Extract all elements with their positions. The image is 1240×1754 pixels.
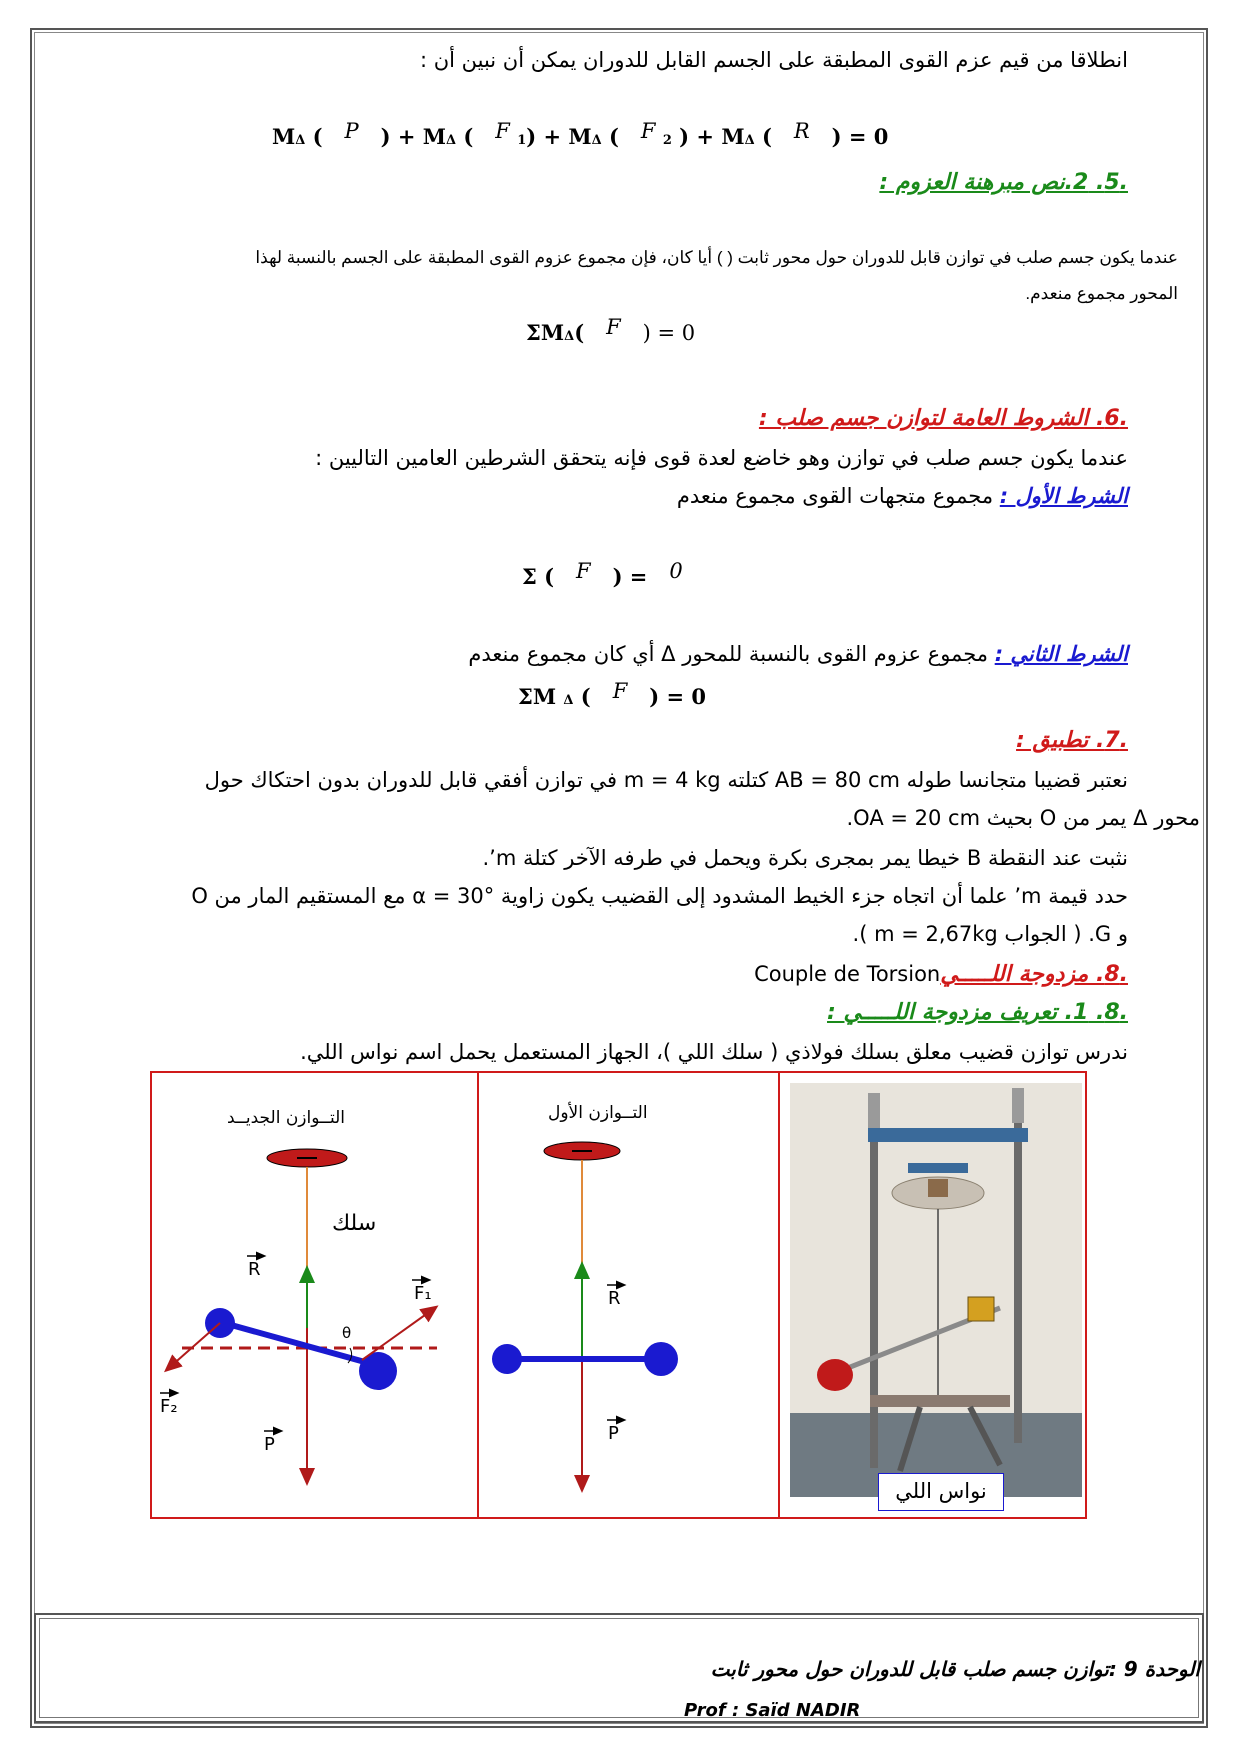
section-8-heading-row xyxy=(754,962,1128,987)
section-5-2-line1: عندما يكون جسم صلب في توازن قابل للدوران حول محور ثابت ( ) أيا كان، فإن مجموع عزوم القوى المطبقة على الجسم بالنسبة لهذا xyxy=(255,248,1178,267)
equation-sum-forces-zero: Σ ( F ) = 0 xyxy=(522,559,683,589)
torsion-pendulum-figure xyxy=(150,1071,1087,1519)
mass-left-first xyxy=(492,1344,522,1374)
section-8-1-heading: .8. 1. تعريف مزدوجة اللـــــي : xyxy=(827,1000,1128,1025)
section-5-2-heading: .5. 2.نص مبرهنة العزوم : xyxy=(879,170,1128,195)
application-line3: نثبت عند النقطة B خيطا يمر بمجرى بكرة ويحمل في طرفه الآخر كتلة m’. xyxy=(482,846,1128,870)
wire-label: سلك xyxy=(332,1211,377,1236)
equation-sum-moments-zero: ΣMΔ( F ) = 0 xyxy=(526,315,696,345)
section-8-heading: .8. مزدوجة اللـــــي xyxy=(940,962,1128,987)
torsion-pendulum-photo xyxy=(790,1083,1082,1497)
condition-1-text: مجموع متجهات القوى مجموع منعدم xyxy=(676,484,994,508)
equation-moments-sum: MΔ ( P ) + MΔ ( F 1) + MΔ ( F 2 ) + MΔ ( R ) = 0 xyxy=(272,119,889,149)
force-f2-arrow xyxy=(170,1323,220,1367)
footer-unit: الوحدة 9 :توازن جسم صلب قابل للدوران حول محور ثابت xyxy=(710,1657,1200,1681)
condition-1-label: الشرط الأول : xyxy=(999,484,1128,508)
application-line2: محور Δ يمر من O بحيث OA = 20 cm. xyxy=(846,806,1200,830)
footer-author: Prof : Saïd NADIR xyxy=(684,1700,861,1721)
photo-caption: نواس اللي xyxy=(878,1473,1004,1511)
label-f1: F₁ xyxy=(414,1283,432,1304)
section-8-heading-fr: Couple de Torsion xyxy=(754,962,941,986)
condition-2 xyxy=(468,642,1128,666)
panel-first-title: التــوازن الأول xyxy=(548,1103,648,1123)
condition-2-text: مجموع عزوم القوى بالنسبة للمحور Δ أي كان مجموع منعدم xyxy=(468,642,988,666)
application-line4: حدد قيمة m’ علما أن اتجاه جزء الخيط المشدود إلى القضيب يكون زاوية α = 30° مع المستقيم المار من O xyxy=(191,884,1128,908)
section-8-1-line1: ندرس توازن قضيب معلق بسلك فولاذي ( سلك اللي )، الجهاز المستعمل يحمل اسم نواس اللي. xyxy=(300,1040,1128,1064)
section-6-line1: عندما يكون جسم صلب في توازن وهو خاضع لعدة قوى فإنه يتحقق الشرطين العامين التاليين : xyxy=(315,446,1128,470)
condition-1 xyxy=(677,484,1128,508)
section-7-heading: .7. تطبيق : xyxy=(1016,728,1128,753)
condition-2-label: الشرط الثاني : xyxy=(994,642,1128,666)
label-theta: θ xyxy=(342,1324,352,1342)
panel-new-title: التــوازن الجديــد xyxy=(227,1108,346,1128)
label-p-first: P xyxy=(608,1423,619,1444)
label-r-first: R xyxy=(608,1288,621,1309)
force-f1-arrow xyxy=(362,1310,432,1360)
label-r-new: R xyxy=(248,1259,261,1280)
photo-drawing xyxy=(790,1083,1082,1497)
section-5-2-line2: المحور مجموع منعدم. xyxy=(1025,284,1178,303)
label-p-new: P xyxy=(264,1434,275,1455)
application-line1: نعتبر قضيبا متجانسا طوله AB = 80 cm كتلته m = 4 kg في توازن أفقي قابل للدوران بدون احتكاك حول xyxy=(204,768,1128,792)
application-line5: و G. ( الجواب m = 2,67kg ). xyxy=(852,922,1128,946)
section-6-heading: .6. الشروط العامة لتوازن جسم صلب : xyxy=(758,406,1128,431)
label-f2: F₂ xyxy=(160,1396,178,1417)
mass-right-first xyxy=(644,1342,678,1376)
equation-sum-moments-axis: ΣM Δ ( F ) = 0 xyxy=(518,679,706,709)
intro-text: انطلاقا من قيم عزم القوى المطبقة على الجسم القابل للدوران يمكن أن نبين أن : xyxy=(419,48,1128,72)
